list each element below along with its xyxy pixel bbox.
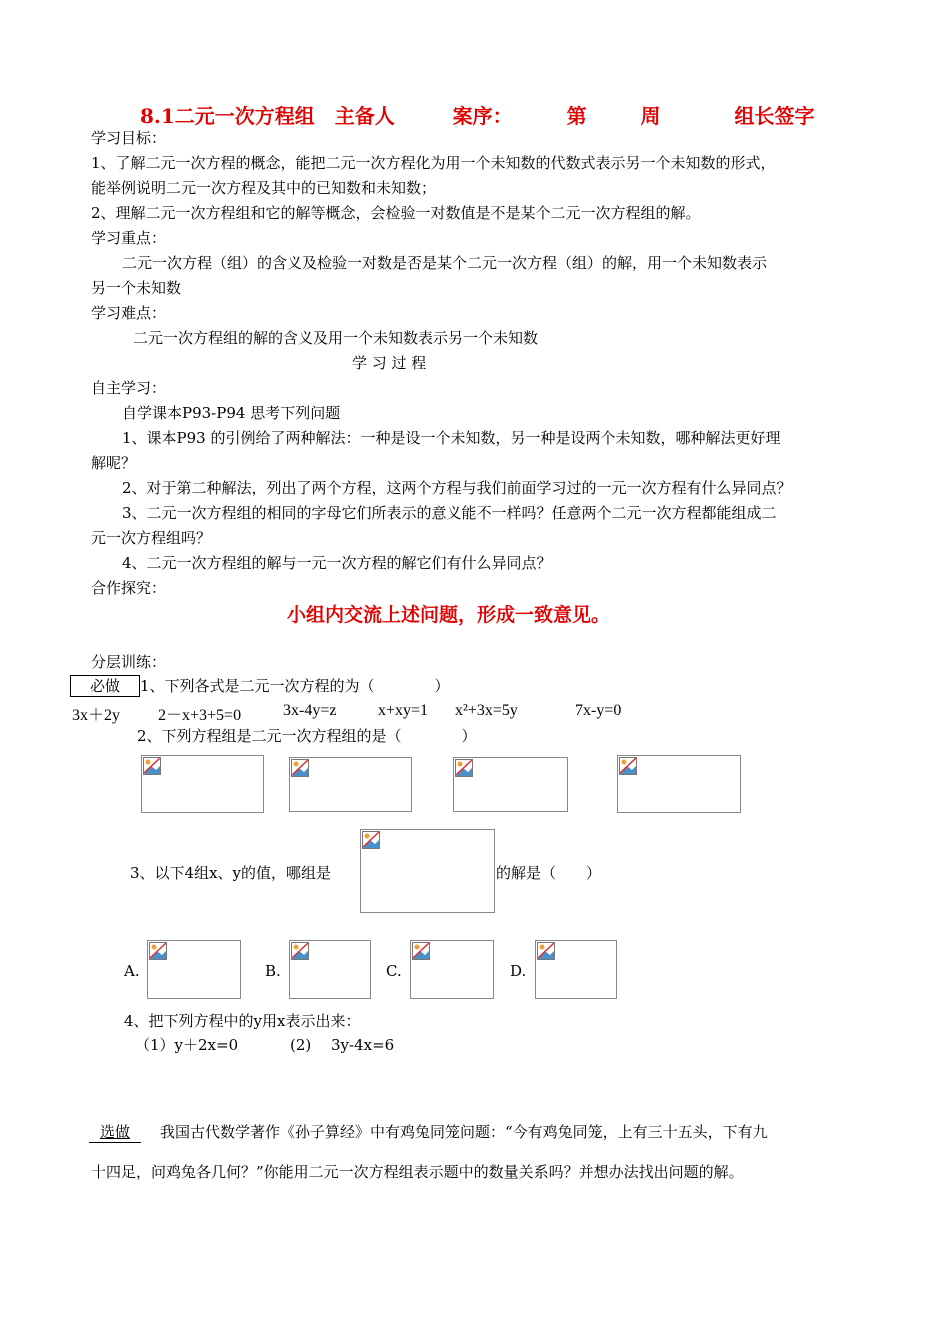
- difficulties-heading: 学习难点：: [91, 304, 167, 322]
- title-lesson: 8.1二元一次方程组: [140, 104, 315, 128]
- ex1-option-3: 3x-4y=z: [283, 702, 337, 719]
- broken-image-icon: [149, 942, 167, 960]
- broken-image-icon: [412, 942, 430, 960]
- broken-image-icon: [619, 757, 637, 775]
- title-leader-sign: 组长签字: [734, 104, 815, 128]
- self-study-q3-line-2: 元一次方程组吗？: [91, 529, 212, 547]
- ex3-option-image-d: [535, 940, 617, 999]
- cooperation-heading: 合作探究：: [91, 579, 167, 597]
- title-preparer: 主备人: [334, 104, 395, 128]
- title-week-prefix: 第: [566, 104, 587, 128]
- exercise-4-item-2: (2) 3y-4x=6: [290, 1036, 395, 1054]
- cooperation-statement: 小组内交流上述问题，形成一致意见。: [287, 604, 611, 626]
- ex2-option-image-3: [453, 757, 568, 812]
- ex1-option-1: 3x＋2y: [72, 707, 121, 724]
- broken-image-icon: [537, 942, 555, 960]
- ex1-option-2: 2－x+3+5=0: [158, 707, 242, 724]
- self-study-q4: 4、二元一次方程组的解与一元一次方程的解它们有什么异同点？: [122, 554, 552, 572]
- objective-line-2: 能举例说明二元一次方程及其中的已知数和未知数；: [91, 179, 437, 197]
- optional-line-2: 十四足，问鸡兔各几何？”你能用二元一次方程组表示题中的数量关系吗？并想办法找出问题的解。: [91, 1163, 744, 1181]
- exercise-1: 1、下列各式是二元一次方程的为（ ）: [140, 677, 450, 695]
- broken-image-icon: [362, 831, 380, 849]
- ex3-option-image-b: [289, 940, 371, 999]
- ex3-system-image: [360, 829, 495, 913]
- ex1-option-5: x²+3x=5y: [455, 702, 518, 719]
- difficulties-line-1: 二元一次方程组的解的含义及用一个未知数表示另一个未知数: [133, 329, 539, 347]
- self-study-intro: 自学课本P93-P94 思考下列问题: [122, 404, 341, 422]
- ex2-option-image-4: [617, 755, 741, 813]
- self-study-q1-line-2: 解呢？: [91, 454, 137, 472]
- broken-image-icon: [455, 759, 473, 777]
- ex3-option-image-a: [147, 940, 241, 999]
- ex1-option-6: 7x-y=0: [575, 702, 622, 719]
- broken-image-icon: [291, 759, 309, 777]
- objective-line-1: 1、了解二元一次方程的概念，能把二元一次方程化为用一个未知数的代数式表示另一个未知数的形式，: [91, 154, 776, 172]
- exercise-4: 4、把下列方程中的y用x表示出来：: [124, 1012, 361, 1030]
- self-study-heading: 自主学习：: [91, 379, 167, 397]
- objective-line-3: 2、理解二元一次方程组和它的解等概念，会检验一对数值是不是某个二元一次方程组的解。: [91, 204, 701, 222]
- ex1-option-4: x+xy=1: [378, 702, 429, 719]
- ex3-label-b: B.: [265, 962, 281, 980]
- self-study-q2: 2、对于第二种解法，列出了两个方程，这两个方程与我们前面学习过的一元一次方程有什么异同点？: [122, 479, 792, 497]
- ex3-label-c: C.: [386, 962, 402, 980]
- ex2-option-image-1: [141, 755, 264, 813]
- key-points-line-1: 二元一次方程（组）的含义及检验一对数是否是某个二元一次方程（组）的解，用一个未知数表示: [122, 254, 768, 272]
- page-title: [140, 100, 814, 129]
- ex2-option-image-2: [289, 757, 412, 812]
- optional-tag: 选做: [89, 1122, 141, 1143]
- objectives-heading: 学习目标：: [91, 129, 167, 147]
- exercise-3-suffix: 的解是（ ）: [496, 864, 602, 882]
- key-points-line-2: 另一个未知数: [91, 279, 182, 297]
- self-study-q3-line-1: 3、二元一次方程组的相同的字母它们所表示的意义能不一样吗？任意两个二元一次方程都能组成二: [122, 504, 777, 522]
- broken-image-icon: [143, 757, 161, 775]
- exercise-3-prefix: 3、以下4组x、y的值，哪组是: [130, 864, 332, 882]
- self-study-q1-line-1: 1、课本P93 的引例给了两种解法：一种是设一个未知数，另一种是设两个未知数，哪种解法更好理: [122, 429, 781, 447]
- title-week-suffix: 周: [640, 104, 661, 128]
- exercise-2: 2、下列方程组是二元一次方程组的是（ ）: [137, 727, 477, 745]
- optional-line-1: 我国古代数学著作《孙子算经》中有鸡兔同笼问题：“今有鸡兔同笼，上有三十五头，下有九: [160, 1123, 768, 1141]
- process-heading: 学 习 过 程: [352, 354, 427, 372]
- exercise-4-item-1: （1）y＋2x=0: [135, 1036, 239, 1054]
- title-case-no: 案序：: [452, 104, 513, 128]
- ex3-option-image-c: [410, 940, 494, 999]
- key-points-heading: 学习重点：: [91, 229, 167, 247]
- required-tag: 必做: [70, 675, 140, 697]
- ex3-label-a: A.: [124, 962, 140, 980]
- broken-image-icon: [291, 942, 309, 960]
- ex3-label-d: D.: [510, 962, 527, 980]
- training-heading: 分层训练：: [91, 653, 167, 671]
